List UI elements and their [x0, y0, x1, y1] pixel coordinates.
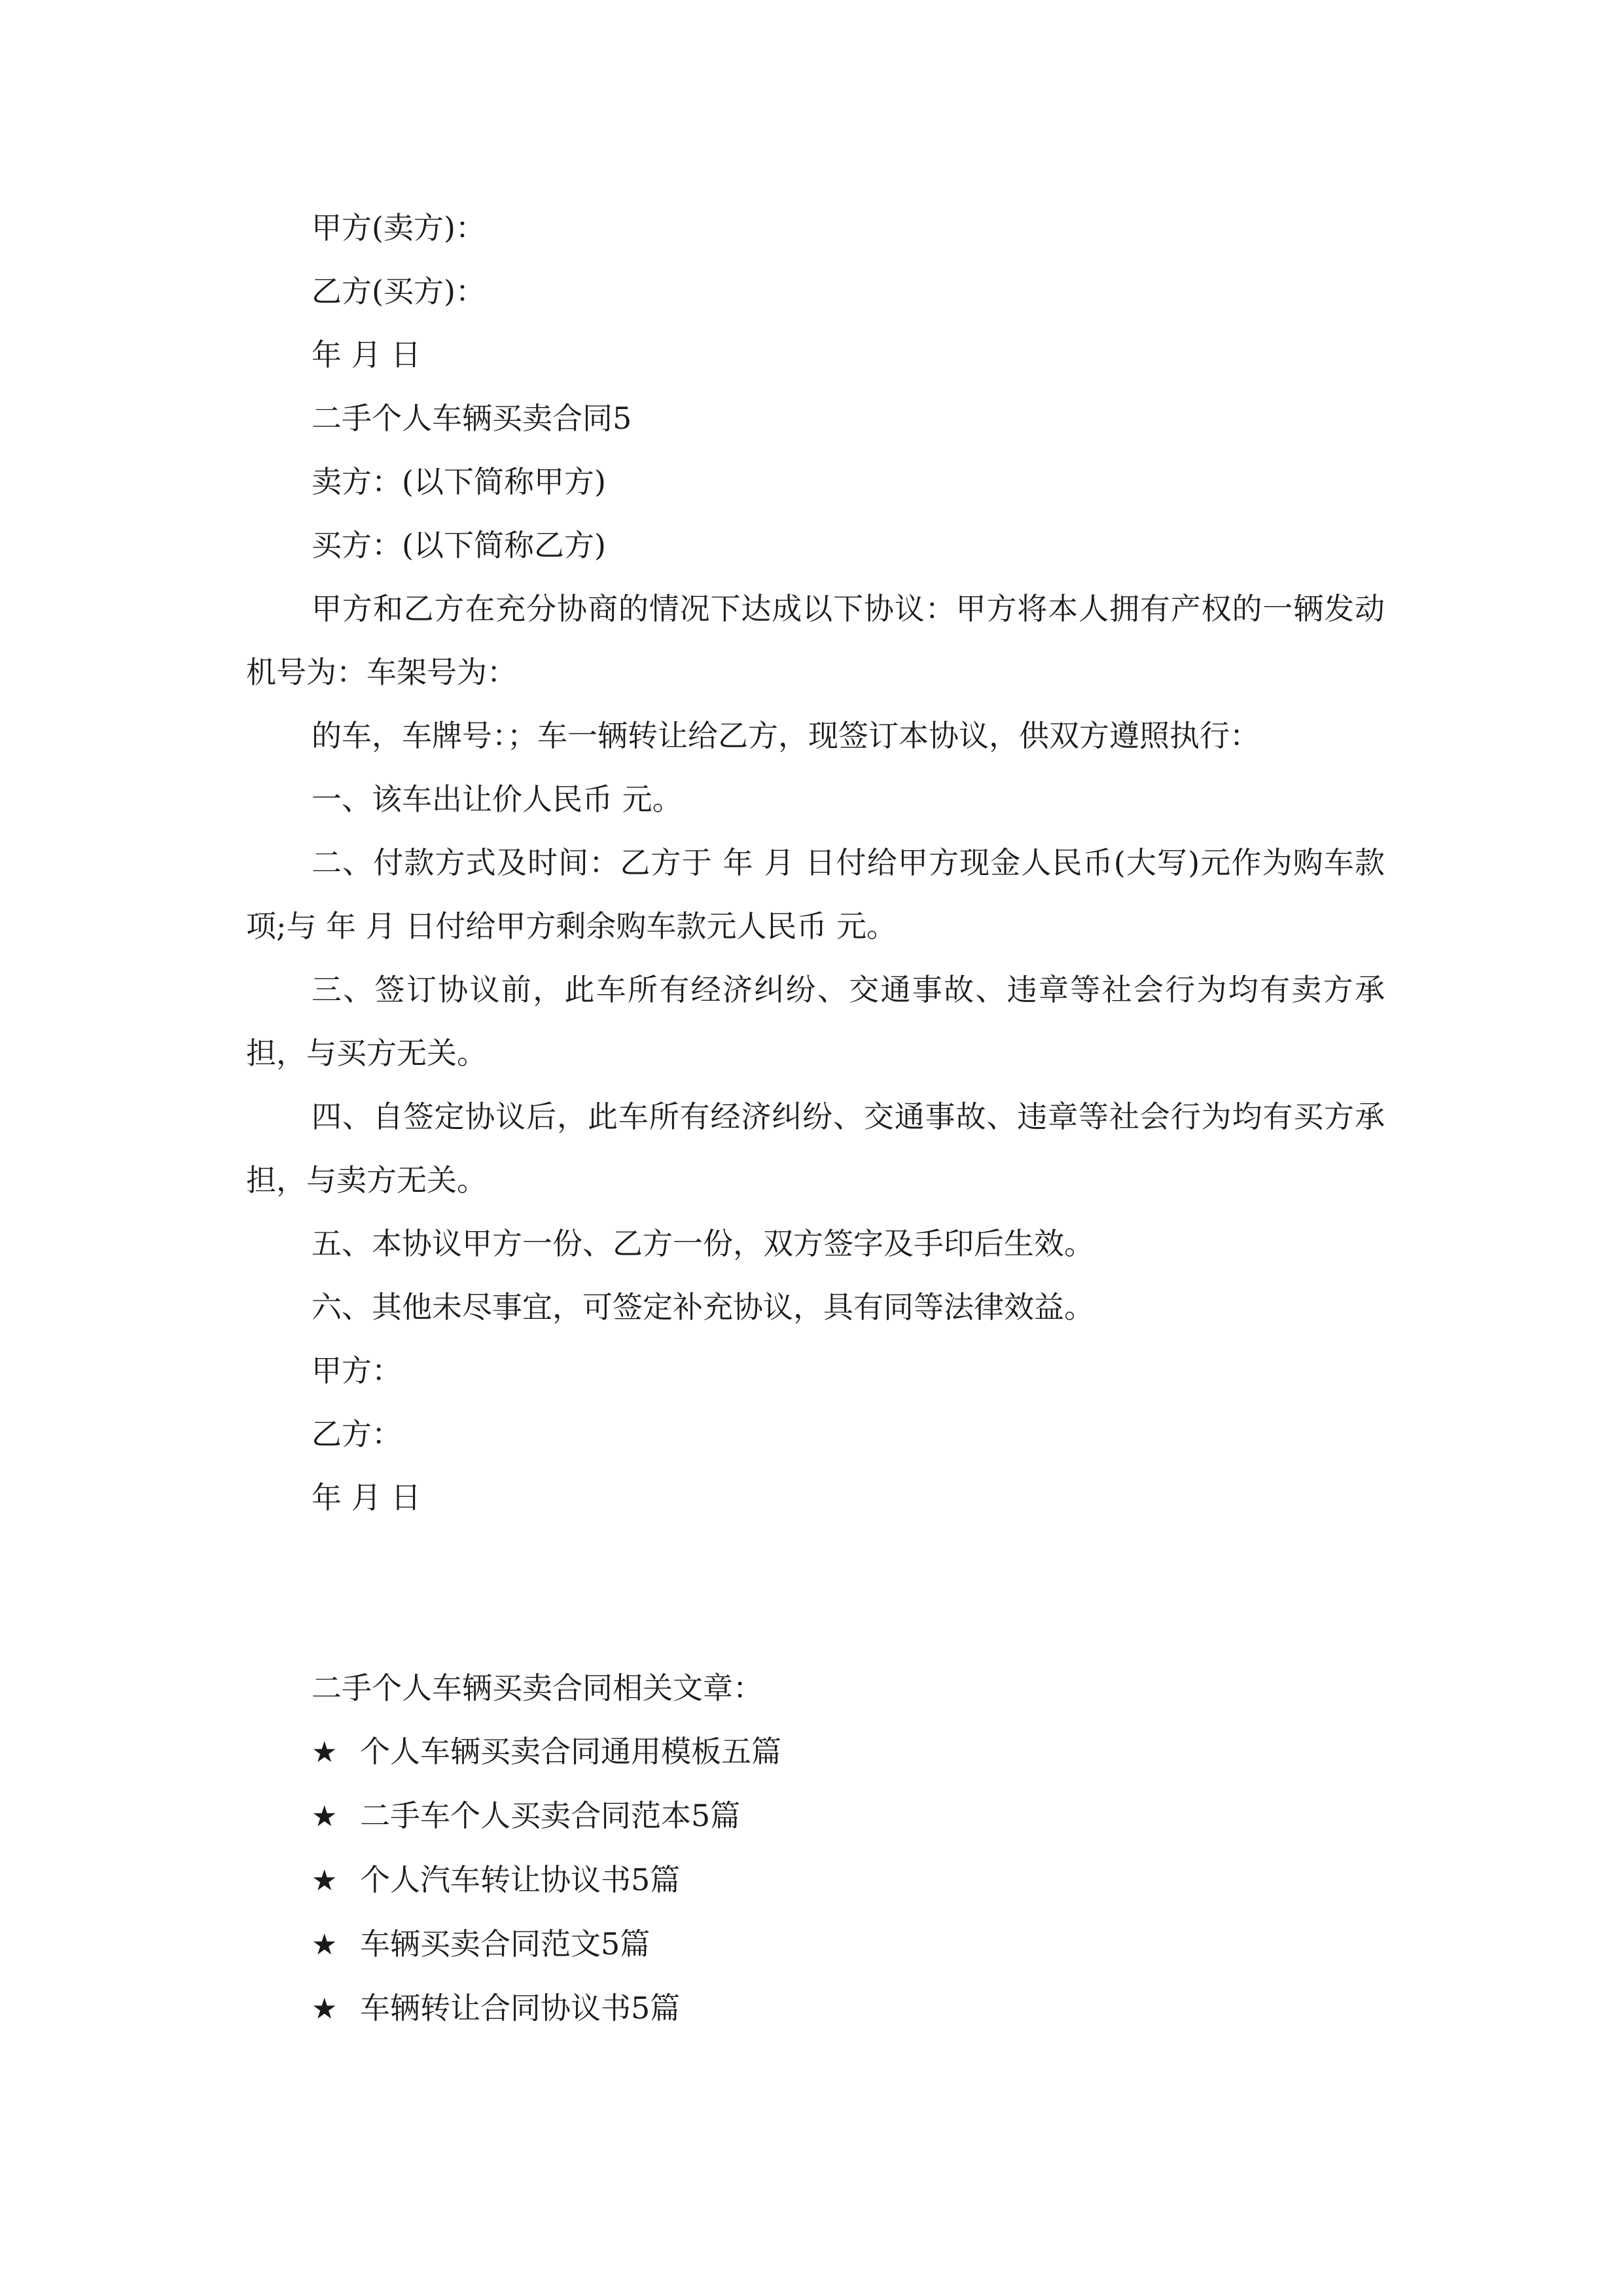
star-icon: ★: [312, 1864, 338, 1897]
related-article-link[interactable]: [246, 1912, 1385, 1977]
related-article-title: 车辆转让合同协议书5篇: [360, 1990, 681, 2026]
sign-date: 年 月 日: [312, 1480, 421, 1515]
related-article-link[interactable]: [246, 1720, 1385, 1784]
signature-party-a-seller: 甲方(卖方)：: [312, 210, 486, 245]
document-body: [246, 196, 1385, 2041]
clause-6: 六、其他未尽事宜，可签定补充协议，具有同等法律效益。: [312, 1289, 1094, 1325]
clause-1: 一、该车出让价人民币 元。: [312, 781, 683, 817]
star-icon: ★: [312, 1992, 338, 2026]
contract-title: 二手个人车辆买卖合同5: [312, 401, 632, 436]
contract-intro: 甲方和乙方在充分协商的情况下达成以下协议：甲方将本人拥有产权的一辆发动机号为：车架号为：: [246, 591, 1385, 690]
sign-party-a: 甲方：: [312, 1353, 402, 1388]
sign-party-b: 乙方：: [312, 1416, 402, 1452]
star-icon: ★: [312, 1736, 338, 1769]
clause-4: 四、自签定协议后，此车所有经济纠纷、交通事故、违章等社会行为均有买方承担，与卖方无关。: [246, 1099, 1385, 1198]
signature-date: 年 月 日: [312, 337, 421, 372]
clause-5: 五、本协议甲方一份、乙方一份，双方签字及手印后生效。: [312, 1226, 1094, 1261]
seller-line: 卖方：(以下简称甲方): [312, 464, 606, 499]
section-spacer: [246, 1530, 1385, 1657]
star-icon: ★: [312, 1928, 338, 1962]
related-article-link[interactable]: [246, 1784, 1385, 1848]
related-articles-heading: 二手个人车辆买卖合同相关文章：: [312, 1670, 763, 1706]
signature-party-b-buyer: 乙方(买方)：: [312, 274, 486, 309]
clause-2: 二、付款方式及时间：乙方于 年 月 日付给甲方现金人民币(大写)元作为购车款项;与 年 月 日付给甲方剩余购车款元人民币 元。: [246, 845, 1385, 944]
contract-intro-continued: 的车，车牌号：；车一辆转让给乙方，现签订本协议，供双方遵照执行：: [312, 718, 1260, 753]
buyer-line: 买方：(以下简称乙方): [312, 528, 606, 563]
related-article-link[interactable]: [246, 1848, 1385, 1912]
related-article-title: 个人车辆买卖合同通用模板五篇: [360, 1734, 781, 1769]
related-article-title: 车辆买卖合同范文5篇: [360, 1926, 651, 1962]
related-article-title: 二手车个人买卖合同范本5篇: [360, 1798, 741, 1833]
related-article-link[interactable]: [246, 1977, 1385, 2041]
clause-3: 三、签订协议前，此车所有经济纠纷、交通事故、违章等社会行为均有卖方承担，与买方无关。: [246, 972, 1385, 1071]
related-article-title: 个人汽车转让协议书5篇: [360, 1862, 681, 1897]
star-icon: ★: [312, 1800, 338, 1833]
